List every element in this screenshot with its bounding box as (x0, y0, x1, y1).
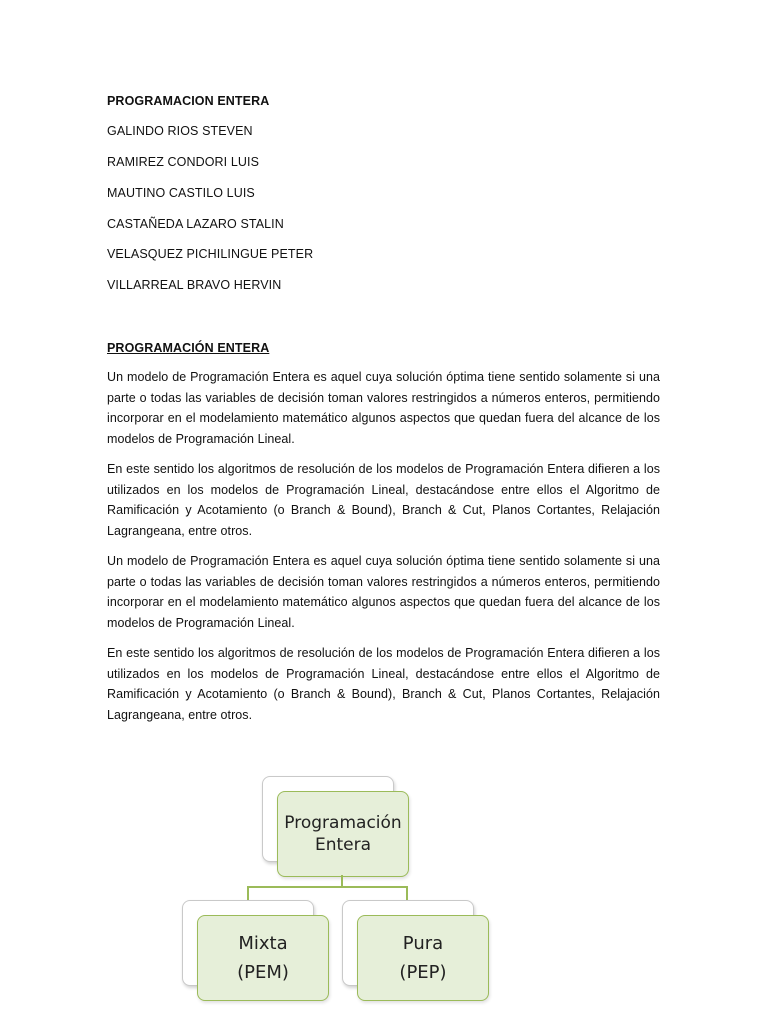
root-node-label-line2: Entera (314, 835, 372, 855)
document-title: PROGRAMACION ENTERA (107, 94, 270, 108)
author-name: VILLARREAL BRAVO HERVIN (107, 278, 282, 292)
author-name: GALINDO RIOS STEVEN (107, 124, 253, 138)
child-node-label-line2: (PEP) (399, 962, 447, 983)
connector-line (406, 886, 408, 901)
author-name: VELASQUEZ PICHILINGUE PETER (107, 247, 314, 261)
child-node-label-line2: (PEM) (237, 962, 289, 983)
connector-line (247, 886, 408, 888)
section-heading: PROGRAMACIÓN ENTERA (107, 341, 270, 355)
body-paragraph: Un modelo de Programación Entera es aquel cuya solución óptima tiene sentido solamente si una parte o todas las variables de decisión toman valores restringidos a números enteros, permitiendo incorporar en el modelamiento matemático algunos aspectos que quedan fuera del alcance de los modelos de Programación Lineal. (107, 370, 660, 446)
author-name: MAUTINO CASTILO LUIS (107, 186, 255, 200)
child-node-pura (357, 915, 489, 1001)
author-name: RAMIREZ CONDORI LUIS (107, 155, 260, 169)
body-paragraph: En este sentido los algoritmos de resolución de los modelos de Programación Entera difieren a los utilizados en los modelos de Programación Lineal, destacándose entre ellos el Algoritmo de Ramificación y Acotamiento (o Branch & Bound), Branch & Cut, Planos Cortantes, Relajación Lagrangeana, entre otros. (107, 462, 660, 538)
root-node (277, 791, 409, 877)
child-node-mixta (197, 915, 329, 1001)
child-node-label-line1: Pura (402, 932, 444, 954)
body-paragraph: Un modelo de Programación Entera es aquel cuya solución óptima tiene sentido solamente si una parte o todas las variables de decisión toman valores restringidos a números enteros, permitiendo incorporar en el modelamiento matemático algunos aspectos que quedan fuera del alcance de los modelos de Programación Lineal. (107, 554, 660, 630)
root-node-label-line1: Programación (284, 812, 402, 833)
child-node-label-line1: Mixta (238, 932, 288, 954)
author-name: CASTAÑEDA LAZARO STALIN (107, 217, 284, 231)
body-paragraph: En este sentido los algoritmos de resolución de los modelos de Programación Entera difieren a los utilizados en los modelos de Programación Lineal, destacándose entre ellos el Algoritmo de Ramificación y Acotamiento (o Branch & Bound), Branch & Cut, Planos Cortantes, Relajación Lagrangeana, entre otros. (107, 646, 660, 722)
connector-line (247, 886, 249, 901)
